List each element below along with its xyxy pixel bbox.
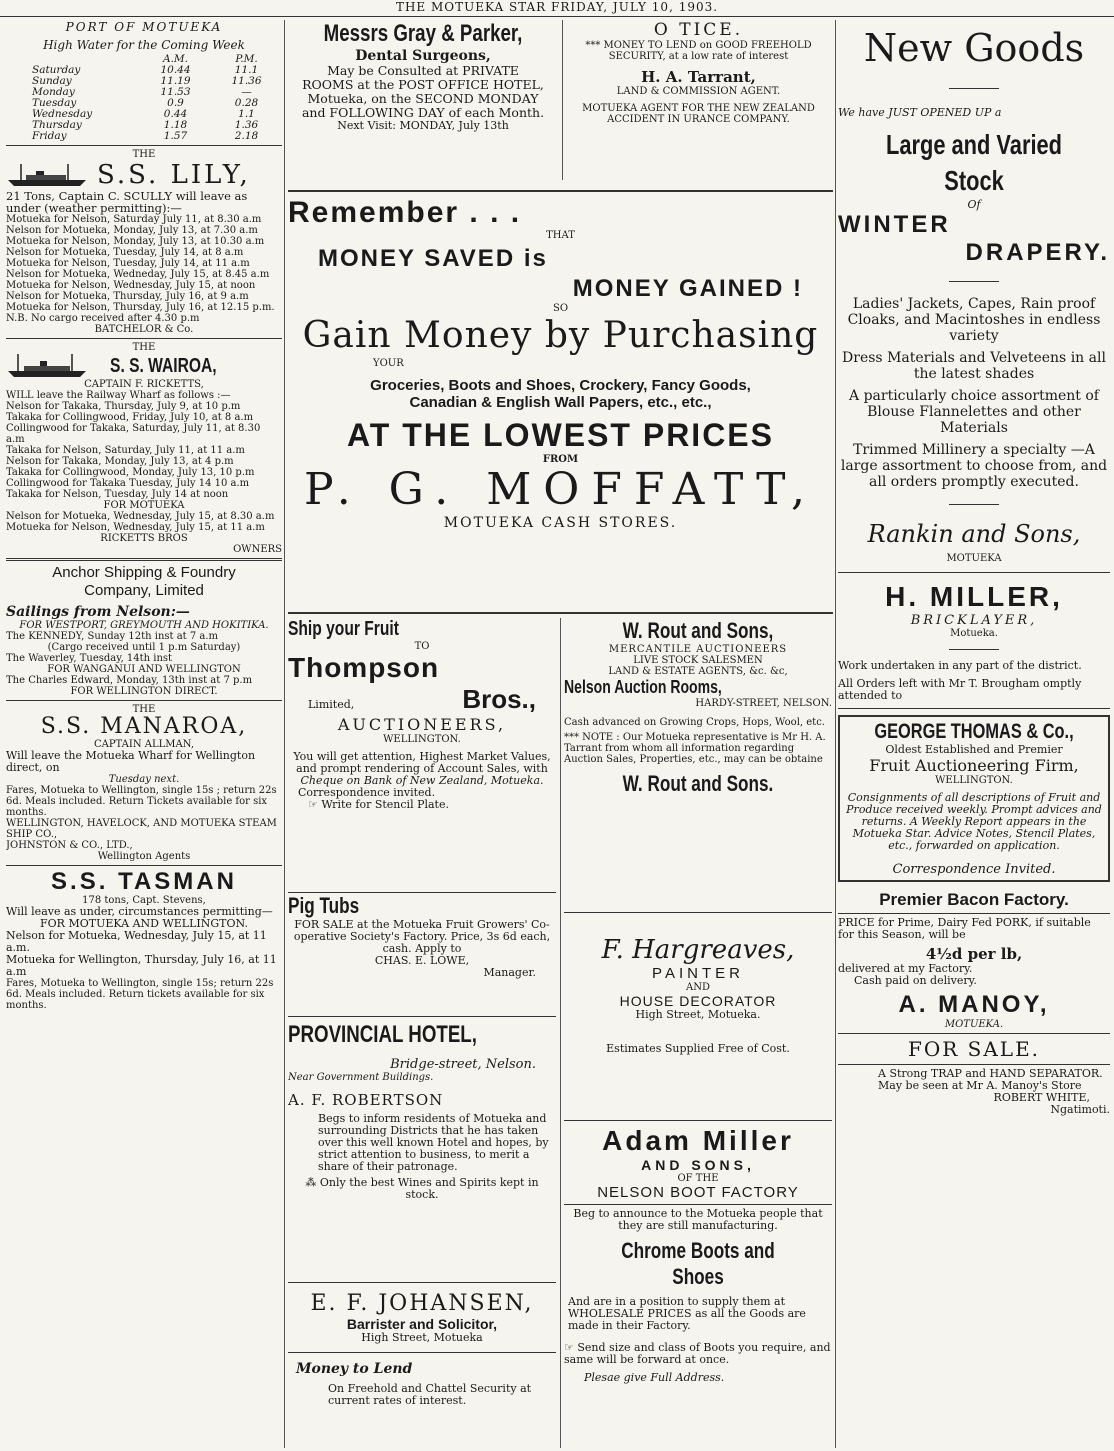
thompson-to: TO: [414, 641, 430, 652]
table-row: Wednesday 0.44 1.1: [32, 108, 255, 120]
forsale-title: FOR SALE.: [907, 1037, 1041, 1061]
list-item: Takaka for Nelson, Saturday, July 11, at 11 a.m: [6, 445, 245, 456]
bacon-price: 4½d per lb,: [925, 945, 1023, 963]
ss-lily-ad: [6, 149, 282, 335]
manaroa-fares: Fares, Motueka to Wellington, single 15s ; return 22s 6d. Meals included. Return Tickets available for six months.: [6, 785, 277, 818]
tasman-fares: Fares, Motueka to Wellington, single 15s; return 22s 6d. Meals included. Return tickets available for six months.: [6, 978, 274, 1011]
list-item: (Cargo received until 1 p.m Saturday): [47, 642, 241, 653]
list-item: Nelson for Takaka, Monday, July 13, at 4 p.m: [6, 456, 234, 467]
anchor-dest-1: FOR WESTPORT, GREYMOUTH AND HOKITIKA.: [19, 620, 269, 631]
moffatt-goods-1: Groceries, Boots and Shoes, Crockery, Fancy Goods,: [370, 377, 751, 394]
divider: [949, 649, 999, 650]
notice-ad: [566, 20, 831, 180]
divider: [838, 708, 1110, 709]
rankin-ad: [838, 519, 1110, 564]
list-item: Nelson for Motueka, Monday, July 13, at 7.30 a.m: [6, 225, 258, 236]
newgoods-of: Of: [967, 198, 981, 211]
bacon-cash: Cash paid on delivery.: [854, 974, 977, 987]
notice-agent: MOTUEKA AGENT FOR THE NEW ZEALAND ACCIDENT IN URANCE COMPANY.: [582, 103, 815, 125]
the-label: THE: [132, 342, 156, 353]
bacon-delivered: delivered at my Factory.: [838, 962, 973, 975]
manaroa-date: Tuesday next.: [108, 774, 180, 785]
hargreaves-name: F. Hargreaves,: [601, 935, 795, 965]
moffatt-that: THAT: [546, 230, 575, 241]
newgoods-p2: Dress Materials and Velveteens in all the latest shades: [842, 350, 1106, 382]
moffatt-your: YOUR: [373, 358, 404, 369]
list-item: Collingwood for Takaka Tuesday, July 14 10 a.m: [6, 478, 250, 489]
list-item: Nelson for Motueka, Wedneday, July 15, at 8.45 a.m: [6, 269, 270, 280]
anchor-dest-3: FOR WELLINGTON DIRECT.: [70, 686, 218, 697]
provincial-title: PROVINCIAL HOTEL,: [288, 1021, 477, 1048]
high-water-table: [6, 54, 282, 142]
thomas-name: GEORGE THOMAS & Co.,: [874, 720, 1074, 743]
johansen-ad: [288, 1282, 556, 1448]
lily-agent: BATCHELOR & Co.: [94, 324, 194, 335]
table-row: Tuesday 0.9 0.28: [32, 97, 259, 109]
divider: [949, 281, 999, 282]
column-rule: [560, 618, 561, 1448]
tasman-text: Will leave as under, circumstances permitting—: [6, 905, 273, 918]
hmiller-text-2: All Orders left with Mr T. Brougham omptly attended to: [838, 677, 1082, 702]
newgoods-opened: We have JUST OPENED UP a: [838, 106, 1002, 119]
hargreaves-address: High Street, Motueka.: [635, 1008, 761, 1021]
manaroa-company: WELLINGTON, HAVELOCK, AND MOTUEKA STEAM SHIP CO.,: [6, 818, 277, 840]
pig-text: FOR SALE at the Motueka Fruit Growers' Co-operative Society's Factory. Price, 3s 6d each, cash. Apply to: [293, 918, 551, 955]
provincial-text: Begs to inform residents of Motueka and surrounding Districts that he has taken over this well known Hotel and hopes, by strict attention to business, to merit a share of their patronage.: [318, 1112, 549, 1173]
pointing-hand-icon: ☞: [564, 1341, 574, 1354]
anchor-sailings-head: Sailings from Nelson:—: [6, 604, 190, 620]
pig-name: CHAS. E. LOWE,: [374, 954, 470, 967]
table-row: Sunday 11.19 11.36: [32, 75, 262, 87]
divider: [949, 88, 999, 89]
moffatt-remember: Remember . . .: [288, 196, 522, 229]
column-rule: [835, 20, 836, 1448]
list-item: The Waverley, Tuesday, 14th inst: [6, 653, 173, 664]
bacon-place: MOTUEKA.: [944, 1019, 1004, 1030]
pointing-hand-icon: ☞: [308, 798, 318, 811]
list-item: Nelson for Motueka, Wednesday, July 15, at 11 a.m.: [6, 929, 267, 954]
list-item: Takaka for Collingwood, Monday, July 13, 10 p.m: [6, 467, 255, 478]
rout-line-3: LAND & ESTATE AGENTS, &c. &c,: [608, 666, 788, 677]
list-item: Motueka for Nelson, Thursday, July 16, at 12.15 p.m.: [6, 302, 275, 313]
list-item: Motueka for Nelson, Tuesday, July 14, at 11 a.m: [6, 258, 250, 269]
moffatt-goods-2: Canadian & English Wall Papers, etc., etc.,: [409, 394, 712, 411]
table-row: Saturday 10.44 11.1: [32, 64, 259, 76]
column-1: [6, 20, 282, 1448]
thompson-name-1: Thompson: [288, 652, 440, 683]
moffatt-gain: Gain Money by Purchasing: [302, 315, 819, 356]
gray-parker-text: May be Consulted at PRIVATE ROOMS at the POST OFFICE HOTEL, Motueka, on the SECOND MONDAY and FOLLOWING DAY of each Month.: [301, 63, 545, 120]
list-item: The Charles Edward, Monday, 13th inst at 7 p.m: [6, 675, 253, 686]
rankin-place: MOTUEKA: [946, 553, 1002, 564]
thomas-text: Consignments of all descriptions of Fruit and Produce received weekly. Prompt advices and returns. A Weekly Report appears in the Motueka Star. Advice Notes, Stencil Plates, etc., forwarded on application.: [846, 791, 1102, 852]
hargreaves-painter: PAINTER: [652, 965, 744, 982]
adam-miller-ad: [564, 1120, 832, 1448]
list-item: Motueka for Nelson, Wednesday, July 15, at noon: [6, 280, 256, 291]
gray-parker-ad: [288, 20, 558, 180]
ss-manaroa-ad: [6, 704, 282, 862]
hmiller-name: H. MILLER,: [885, 581, 1063, 612]
rout-sign: W. Rout and Sons.: [622, 771, 774, 796]
notice-title: O TICE.: [653, 20, 744, 40]
thomas-corr: Correspondence Invited.: [892, 862, 1056, 877]
list-item: Motueka for Wellington, Thursday, July 16, at 11 a.m: [6, 953, 277, 978]
thomas-est: Oldest Established and Premier: [885, 743, 1063, 756]
provincial-name: A. F. ROBERTSON: [288, 1091, 444, 1109]
thompson-city: WELLINGTON.: [383, 734, 461, 745]
tasman-tons: 178 tons, Capt. Stevens,: [82, 895, 206, 906]
newgoods-title: New Goods: [863, 26, 1085, 70]
for-sale-ad: [838, 1037, 1110, 1116]
gray-parker-sub: Dental Surgeons,: [355, 48, 491, 64]
forsale-text: A Strong TRAP and HAND SEPARATOR. May be seen at Mr A. Manoy's Store: [878, 1067, 1103, 1092]
wairoa-intro: WILL leave the Railway Wharf as follows :—: [6, 390, 231, 401]
wairoa-name: S. S. WAIROA,: [110, 354, 217, 377]
forsale-place: Ngatimoti.: [1050, 1103, 1110, 1116]
manaroa-name: S.S. MANAROA,: [40, 714, 248, 739]
the-label: THE: [132, 704, 156, 715]
list-item: Takaka for Nelson, Tuesday, July 14 at noon: [6, 489, 229, 500]
thompson-name-2: Bros.,: [462, 684, 536, 714]
provincial-hotel-ad: [288, 1016, 556, 1277]
wairoa-agent: RICKETTS BROS: [100, 533, 188, 544]
newgoods-drapery: DRAPERY.: [965, 239, 1110, 266]
provincial-note: Only the best Wines and Spirits kept in stock.: [319, 1176, 539, 1201]
column-3: [838, 20, 1110, 1448]
rout-street: HARDY-STREET, NELSON.: [695, 698, 832, 709]
anchor-title-1: Anchor Shipping & Foundry: [52, 564, 236, 581]
for-motueka-label: FOR MOTUEKA: [103, 500, 185, 511]
manaroa-agents-label: Wellington Agents: [97, 851, 191, 862]
miller-of: OF THE: [677, 1173, 719, 1184]
table-row: Thursday 1.18 1.36: [32, 119, 259, 131]
hargreaves-ad: [564, 912, 832, 1109]
divider: [6, 338, 282, 339]
thompson-write: Write for Stencil Plate.: [321, 798, 449, 811]
manaroa-text: Will leave the Motueka Wharf for Wellington direct, on: [6, 749, 256, 774]
miller-text-1: Beg to announce to the Motueka people that they are still manufacturing.: [573, 1207, 823, 1232]
tasman-name: S.S. TASMAN: [51, 868, 237, 895]
masthead: THE MOTUEKA STAR FRIDAY, JULY 10, 1903.: [0, 0, 1114, 17]
hmiller-place: Motueka.: [950, 628, 998, 639]
miller-text-3-row: [564, 1342, 832, 1366]
list-item: The KENNEDY, Sunday 12th inst at 7 a.m: [6, 631, 219, 642]
divider: [6, 558, 282, 561]
rout-ad: [564, 618, 832, 906]
miller-title-2: AND SONS,: [641, 1157, 755, 1173]
pig-title: Pig Tubs: [288, 893, 360, 918]
am-header: A.M.: [162, 53, 188, 65]
johansen-address: High Street, Motueka: [361, 1331, 483, 1344]
steamship-icon: [6, 162, 91, 188]
newgoods-winter: WINTER: [838, 211, 951, 238]
miller-factory: NELSON BOOT FACTORY: [597, 1184, 799, 1201]
list-item: Nelson for Motueka, Tuesday, July 14, at 8 a.m: [6, 247, 244, 258]
port-subtitle: High Water for the Coming Week: [43, 38, 245, 52]
list-item: Collingwood for Takaka, Saturday, July 11, at 8.30 a.m: [6, 423, 261, 445]
column-rule: [284, 20, 285, 1448]
moffatt-ad: [288, 190, 833, 614]
lily-intro: 21 Tons, Captain C. SCULLY will leave as under (weather permitting):—: [6, 189, 248, 215]
list-item: Motueka for Nelson, Saturday July 11, at 8.30 a.m: [6, 214, 262, 225]
hargreaves-decorator: HOUSE DECORATOR: [619, 993, 777, 1009]
divider: [838, 1064, 1110, 1065]
bacon-name: A. MANOY,: [898, 991, 1050, 1018]
ss-tasman-ad: [6, 869, 282, 1011]
ss-wairoa-ad: [6, 342, 282, 555]
gray-parker-title: Messrs Gray & Parker,: [323, 20, 523, 47]
anchor-title-2: Company, Limited: [84, 582, 204, 599]
port-of-motueka-ad: [6, 20, 282, 142]
moffatt-so: SO: [552, 303, 569, 314]
lily-note: N.B. No cargo received after 4.30 p.m: [6, 313, 200, 324]
divider: [949, 504, 999, 505]
george-thomas-ad: [838, 715, 1110, 882]
column-rule: [562, 20, 563, 180]
pm-header: P.M.: [235, 53, 258, 65]
miller-text-3: Send size and class of Boots you require, and same will be forward at once.: [564, 1341, 831, 1366]
manaroa-agent: JOHNSTON & CO., LTD.,: [6, 840, 133, 851]
bacon-title: Premier Bacon Factory.: [879, 890, 1069, 909]
table-row: Monday 11.53 —: [32, 86, 252, 98]
thompson-cheque: Cheque on Bank of New Zealand, Motueka.: [300, 774, 544, 787]
bacon-factory-ad: [838, 890, 1110, 1030]
hmiller-text-1: Work undertaken in any part of the district.: [838, 659, 1082, 672]
anchor-dest-2: FOR WANGANUI AND WELLINGTON: [47, 664, 241, 675]
table-row: Friday 1.57 2.18: [32, 130, 259, 142]
divider: [288, 1352, 556, 1353]
list-item: Motueka for Nelson, Monday, July 13, at 10.30 a.m: [6, 236, 265, 247]
steamship-icon: [6, 353, 91, 379]
list-item: Motueka for Nelson, Wednesday, July 15, at 11 a.m: [6, 522, 265, 533]
thompson-auct: AUCTIONEERS,: [337, 715, 507, 734]
pig-role: Manager.: [483, 966, 536, 979]
hargreaves-and: AND: [686, 982, 710, 993]
newgoods-stock: Large and Varied Stock: [885, 129, 1062, 196]
port-title: PORT OF MOTUEKA: [65, 20, 223, 34]
the-label: THE: [132, 149, 156, 160]
divider: [6, 145, 282, 146]
list-item: Nelson for Takaka, Thursday, July 9, at 10 p.m: [6, 401, 241, 412]
asterism-icon: ⁂: [305, 1176, 317, 1189]
moffatt-gained: MONEY GAINED !: [572, 275, 803, 302]
list-item: Nelson for Motueka, Thursday, July 16, at 9 a.m: [6, 291, 249, 302]
divider: [6, 865, 282, 866]
h-miller-ad: [838, 581, 1110, 702]
newgoods-p1: Ladies' Jackets, Capes, Rain proof Cloaks, and Macintoshes in endless variety: [847, 296, 1101, 344]
thompson-write-row: [288, 799, 556, 811]
moffatt-name: P. G. MOFFATT,: [304, 464, 817, 515]
rout-title: W. Rout and Sons,: [622, 618, 774, 643]
rout-line-1: MERCANTILE AUCTIONEERS: [608, 644, 788, 655]
provincial-note-row: [288, 1177, 556, 1201]
divider: [838, 1033, 1110, 1034]
divider: [564, 1204, 832, 1205]
pig-tubs-ad: [288, 892, 556, 1011]
moffatt-saved: MONEY SAVED is: [318, 245, 548, 272]
divider: [838, 913, 1110, 914]
notice-name: H. A. Tarrant,: [641, 68, 756, 86]
provincial-street: Bridge-street, Nelson.: [390, 1057, 536, 1072]
miller-text-2: And are in a position to supply them at WHOLESALE PRICES as all the Goods are made in their Factory.: [568, 1295, 806, 1332]
provincial-near: Near Government Buildings.: [288, 1072, 434, 1083]
newgoods-p4: Trimmed Millinery a specialty —A large assortment to choose from, and all orders promptly executed.: [840, 442, 1108, 490]
thomas-firm: Fruit Auctioneering Firm,: [869, 756, 1079, 775]
thomas-city: WELLINGTON.: [935, 775, 1013, 786]
thompson-ship: Ship your Fruit: [288, 618, 399, 640]
miller-chrome: Chrome Boots and Shoes: [621, 1238, 775, 1289]
new-goods-ad: [838, 26, 1110, 490]
hmiller-role: BRICKLAYER,: [910, 613, 1038, 628]
rout-note: *** NOTE : Our Motueka representative is Mr H. A. Tarrant from whom all information regarding Auction Sales, Properties, etc., may can be obtaine: [564, 732, 826, 765]
list-item: Nelson for Motueka, Wednesday, July 15, at 8.30 a.m: [6, 511, 275, 522]
list-item: Takaka for Collingwood, Friday, July 10, at 8 a.m: [6, 412, 254, 423]
thompson-limited: Limited,: [308, 698, 355, 711]
gray-parker-next: Next Visit: MONDAY, July 13th: [337, 119, 509, 132]
rout-line-2: LIVE STOCK SALESMEN: [633, 655, 763, 666]
johansen-role: Barrister and Solicitor,: [346, 1316, 498, 1332]
rout-rooms: Nelson Auction Rooms,: [564, 677, 722, 697]
moffatt-lowest: AT THE LOWEST PRICES: [347, 417, 774, 453]
divider: [838, 572, 1110, 573]
tasman-dest: FOR MOTUEKA AND WELLINGTON.: [40, 917, 248, 930]
column-2: [288, 20, 833, 1448]
divider: [6, 700, 282, 701]
wairoa-owners: OWNERS: [233, 544, 282, 555]
johansen-money: Money to Lend: [296, 1361, 413, 1377]
miller-please: Plesae give Full Address.: [584, 1371, 725, 1384]
miller-title-1: Adam Miller: [602, 1125, 794, 1156]
forsale-name: ROBERT WHITE,: [993, 1091, 1090, 1104]
newgoods-p3: A particularly choice assortment of Blouse Flannelettes and other Materials: [849, 388, 1099, 436]
thompson-ad: [288, 618, 556, 880]
moffatt-from: FROM: [542, 454, 579, 465]
moffatt-store: MOTUEKA CASH STORES.: [443, 515, 678, 531]
johansen-name: E. F. JOHANSEN,: [310, 1291, 534, 1316]
notice-role: LAND & COMMISSION AGENT.: [616, 86, 781, 97]
hargreaves-estimates: Estimates Supplied Free of Cost.: [606, 1042, 790, 1055]
notice-text: *** MONEY TO LEND on GOOD FREEHOLD SECURITY, at a low rate of interest: [585, 40, 812, 62]
anchor-shipping-ad: [6, 564, 282, 697]
lily-name: S.S. LILY,: [97, 160, 251, 190]
johansen-text: On Freehold and Chattel Security at current rates of interest.: [328, 1382, 532, 1407]
thompson-text: You will get attention, Highest Market Values, and prompt rendering of Account Sales, with: [293, 750, 551, 775]
wairoa-captain: CAPTAIN F. RICKETTS,: [84, 379, 204, 390]
thompson-corr: Correspondence invited.: [298, 786, 436, 799]
rout-cash: Cash advanced on Growing Crops, Hops, Wool, etc.: [564, 717, 825, 728]
bacon-text: PRICE for Prime, Dairy Fed PORK, if suitable for this Season, will be: [838, 916, 1091, 941]
manaroa-captain: CAPTAIN ALLMAN,: [93, 739, 195, 750]
rankin-name: Rankin and Sons,: [867, 520, 1081, 548]
